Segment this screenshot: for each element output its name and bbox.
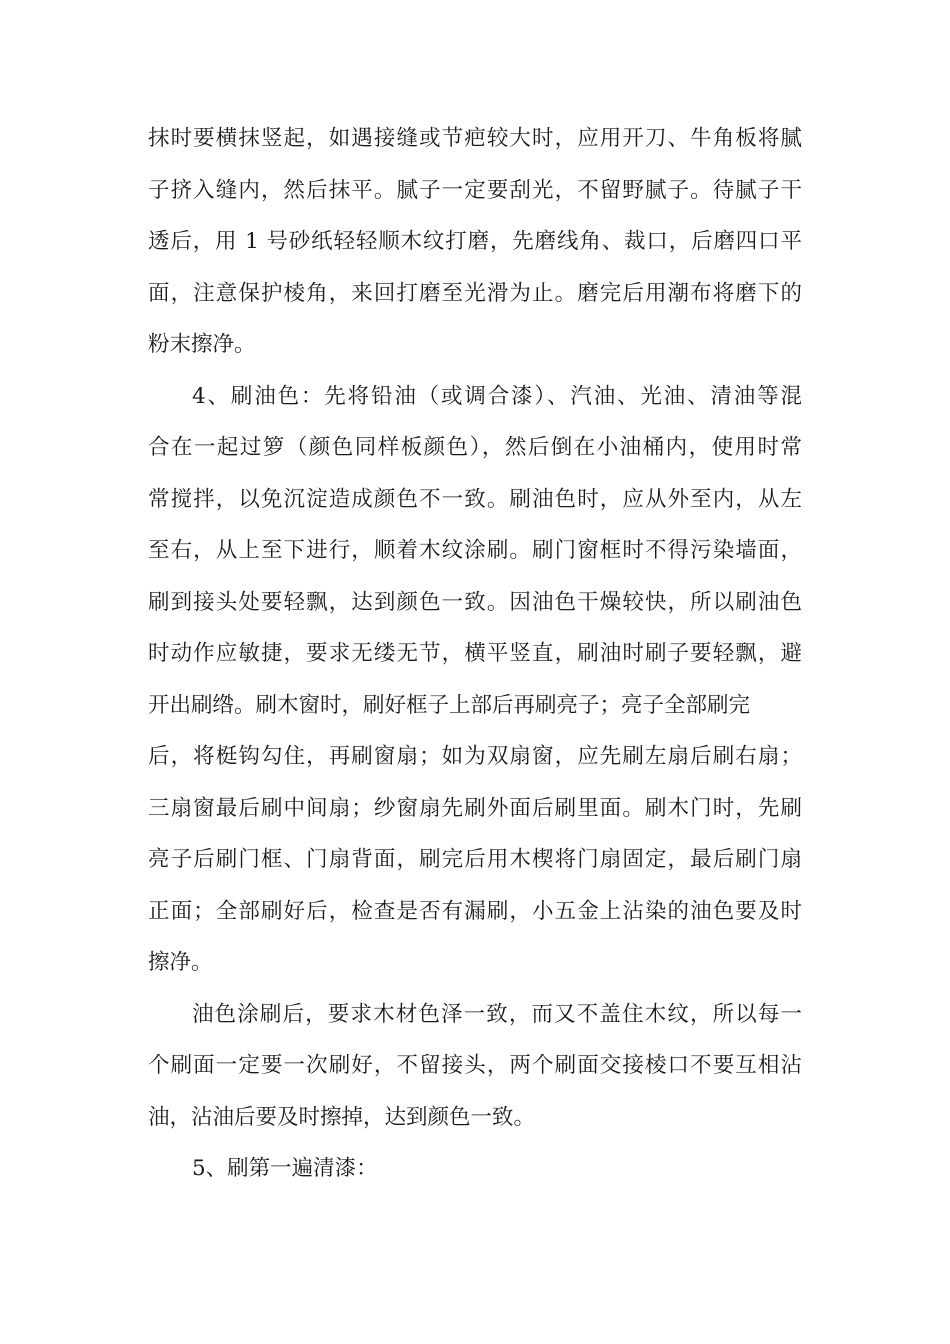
text-line: 正面；全部刷好后，检查是否有漏刷，小五金上沾染的油色要及时 — [148, 898, 802, 924]
text-line: 4、刷油色：先将铅油（或调合漆）、汽油、光油、清油等混 — [192, 383, 802, 409]
text-line: 后，将梃钩勾住，再刷窗扇；如为双扇窗，应先刷左扇后刷右扇； — [148, 744, 802, 769]
paragraph — [148, 989, 802, 1144]
text-line: 油色涂刷后，要求木材色泽一致，而又不盖住木纹，所以每一 — [192, 1001, 802, 1027]
text-line: 面，注意保护棱角，来回打磨至光滑为止。磨完后用潮布将磨下的 — [148, 280, 802, 306]
text-line: 5、刷第一遍清漆： — [192, 1156, 378, 1181]
paragraph — [148, 113, 802, 371]
text-line: 三扇窗最后刷中间扇；纱窗扇先刷外面后刷里面。刷木门时，先刷 — [148, 795, 802, 821]
text-line: 油，沾油后要及时擦掉，达到颜色一致。 — [148, 1104, 536, 1130]
text-line: 开出刷绺。刷木窗时，刷好框子上部后再刷亮子；亮子全部刷完 — [148, 692, 751, 718]
text-line: 透后，用 1 号砂纸轻轻顺木纹打磨，先磨线角、裁口，后磨四口平 — [148, 229, 802, 254]
paragraph — [148, 1143, 802, 1195]
text-line: 抹时要横抹竖起，如遇接缝或节疤较大时，应用开刀、牛角板将腻 — [148, 126, 802, 151]
text-line: 刷到接头处要轻飘，达到颜色一致。因油色干燥较快，所以刷油色 — [148, 589, 802, 615]
document-body — [148, 113, 802, 1195]
text-line: 合在一起过箩（颜色同样板颜色），然后倒在小油桶内，使用时常 — [148, 435, 802, 460]
text-line: 个刷面一定要一次刷好，不留接头，两个刷面交接棱口不要互相沾 — [148, 1053, 802, 1078]
text-line: 亮子后刷门框、门扇背面，刷完后用木楔将门扇固定，最后刷门扇 — [148, 847, 802, 872]
text-line: 粉末擦净。 — [148, 332, 256, 357]
paragraph — [148, 371, 802, 989]
text-line: 常搅拌，以免沉淀造成颜色不一致。刷油色时，应从外至内，从左 — [148, 486, 802, 512]
text-line: 擦净。 — [148, 950, 213, 975]
text-line: 子挤入缝内，然后抹平。腻子一定要刮光，不留野腻子。待腻子干 — [148, 177, 802, 203]
text-line: 至右，从上至下进行，顺着木纹涂刷。刷门窗框时不得污染墙面， — [148, 538, 802, 563]
text-line: 时动作应敏捷，要求无缕无节，横平竖直，刷油时刷子要轻飘，避 — [148, 641, 802, 666]
